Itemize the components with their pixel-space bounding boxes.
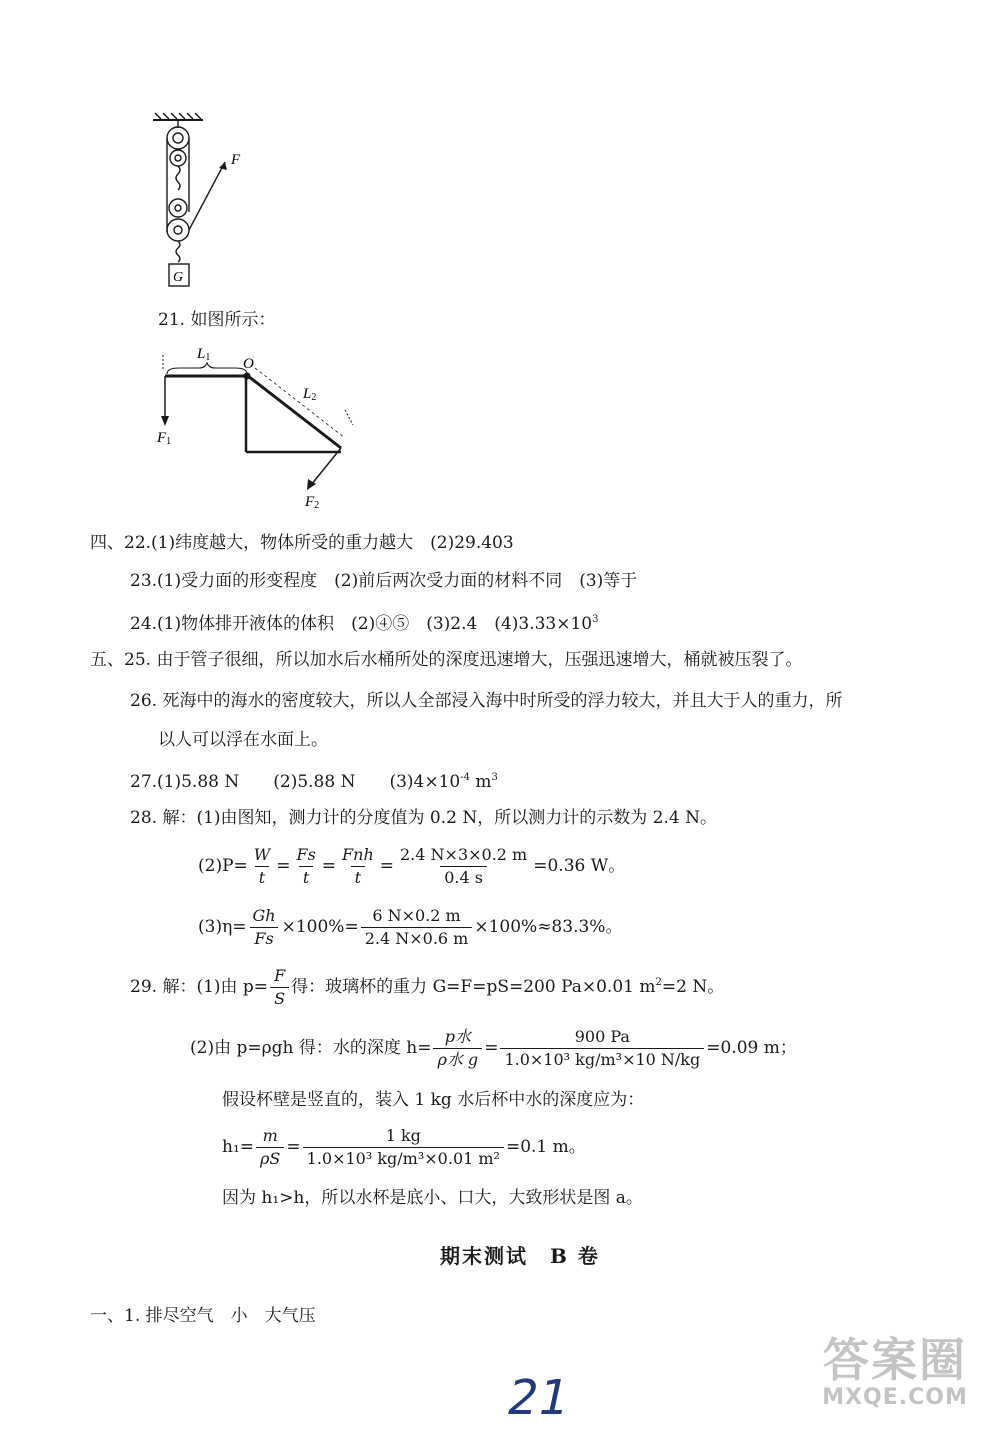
answer-26-line2: 以人可以浮在水面上。 [158, 730, 328, 750]
weight-label: G [173, 270, 184, 285]
equation-29-3 [222, 1126, 586, 1169]
fraction [256, 1126, 284, 1169]
eq-text: 得：玻璃杯的重力 G=F=pS=200 Pa×0.01 m [291, 977, 656, 997]
answer-1: 一、1. 排尽空气 小 大气压 [90, 1306, 316, 1326]
eq-prefix: (3)η= [198, 917, 247, 937]
numerator: Fs [296, 845, 316, 864]
o-label: O [243, 356, 254, 372]
denominator: 2.4 N×0.6 m [361, 927, 473, 949]
equals: = [321, 856, 337, 876]
answer-25: 五、25. 由于管子很细，所以加水后水桶所处的深度迅速增大，压强迅速增大，桶就被压裂了。 [90, 650, 803, 670]
watermark-url: MXQE.COM [822, 1385, 968, 1410]
l1-sub: 1 [205, 352, 211, 363]
numerator: F [274, 966, 286, 985]
fraction [270, 966, 289, 1009]
fraction [292, 845, 319, 888]
svg-text:L2 [302, 386, 316, 403]
equals: = [276, 856, 291, 876]
numerator: p水 [444, 1027, 471, 1046]
numerator: 2.4 N×3×0.2 m [400, 845, 528, 864]
fraction [396, 845, 531, 888]
equation-28-2 [198, 845, 625, 888]
answer-23: 23.(1)受力面的形变程度 (2)前后两次受力面的材料不同 (3)等于 [130, 571, 638, 591]
eq-exp: 2 [655, 977, 662, 988]
denominator: ρS [256, 1147, 284, 1169]
answer-24-exp: 3 [592, 614, 599, 625]
eq-result: =0.36 W。 [533, 856, 626, 876]
fraction [249, 906, 280, 949]
f1-label: F [157, 430, 167, 446]
numerator: Fnh [342, 845, 374, 864]
answer-28-part1: 28. 解：(1)由图知，测力计的分度值为 0.2 N，所以测力计的示数为 2.4 N。 [130, 808, 717, 828]
eq-prefix: (2)P= [198, 856, 248, 876]
numerator: m [262, 1126, 278, 1145]
fraction [500, 1027, 704, 1070]
fraction [250, 845, 274, 888]
eq-result: =0.09 m； [706, 1038, 797, 1058]
answer-22: 四、22.(1)纬度越大，物体所受的重力越大 (2)29.403 [90, 533, 514, 553]
eq-prefix: h₁= [222, 1137, 255, 1157]
answer-24 [130, 608, 599, 636]
numerator: W [253, 845, 271, 864]
watermark-logo [810, 1335, 980, 1425]
answer-27 [130, 766, 498, 794]
equation-28-3 [198, 906, 622, 949]
denominator: t [299, 866, 313, 888]
eq-result: =2 N。 [661, 977, 725, 997]
numerator: 1 kg [385, 1126, 421, 1145]
eq-mid: ×100%= [281, 917, 359, 937]
denominator: 1.0×10³ kg/m³×10 N/kg [500, 1048, 704, 1070]
numerator: 900 Pa [574, 1027, 630, 1046]
pulley-figure [145, 112, 255, 292]
answer-26-line1: 26. 死海中的海水的密度较大，所以人全部浸入海中时所受的浮力较大，并且大于人的重力，所 [130, 691, 843, 711]
equals: = [379, 856, 394, 876]
eq-result: =0.1 m。 [505, 1137, 586, 1157]
l1-label: L [197, 346, 206, 362]
eq-prefix: (2)由 p=ρgh 得：水的深度 h= [190, 1038, 432, 1058]
equals: = [286, 1137, 301, 1157]
eq-result: ×100%≈83.3%。 [474, 917, 623, 937]
denominator: t [351, 866, 365, 888]
answer-24-text: 24.(1)物体排开液体的体积 (2)④⑤ (3)2.4 (4)3.33×10 [130, 614, 593, 634]
watermark-text: 答案圈 [823, 1333, 967, 1387]
denominator: Fs [250, 927, 277, 949]
fraction [433, 1027, 482, 1070]
numerator: Gh [252, 906, 276, 925]
force-label: F [231, 152, 241, 168]
answer-29-assume: 假设杯壁是竖直的，装入 1 kg 水后杯中水的深度应为： [222, 1090, 645, 1110]
question-21: 21. 如图所示： [158, 310, 276, 330]
eq-prefix: 29. 解：(1)由 p= [130, 977, 269, 997]
equals: = [484, 1038, 499, 1058]
denominator: 0.4 s [440, 866, 487, 888]
fraction [338, 845, 378, 888]
numerator: 6 N×0.2 m [372, 906, 461, 925]
section-title: 期末测试 B 卷 [440, 1244, 600, 1268]
answer-27-unit-exp: 3 [491, 772, 498, 783]
answer-29-conclusion: 因为 h₁>h，所以水杯是底小、口大，大致形状是图 a。 [222, 1188, 643, 1208]
f2-label: F [305, 494, 315, 510]
denominator: t [255, 866, 269, 888]
lever-figure [145, 340, 375, 515]
denominator: 1.0×10³ kg/m³×0.01 m² [303, 1147, 504, 1169]
answer-27-text: 27.(1)5.88 N (2)5.88 N (3)4×10 [130, 772, 461, 792]
denominator: S [270, 987, 289, 1009]
answer-27-unit: m [469, 772, 492, 792]
equation-29-2 [190, 1027, 797, 1070]
equation-29-1 [130, 966, 724, 1009]
fraction [361, 906, 473, 949]
svg-text:F2 [304, 494, 319, 511]
denominator: ρ水 g [433, 1048, 482, 1070]
f1-sub: 1 [166, 436, 172, 447]
answer-27-exp: -4 [460, 772, 470, 783]
l2-label: L [303, 386, 312, 402]
svg-text:L1 [196, 346, 210, 363]
fraction [303, 1126, 504, 1169]
l2-sub: 2 [311, 392, 317, 403]
svg-text:F1 [156, 430, 171, 447]
f2-sub: 2 [314, 500, 320, 511]
page-number: 21 [502, 1370, 576, 1426]
